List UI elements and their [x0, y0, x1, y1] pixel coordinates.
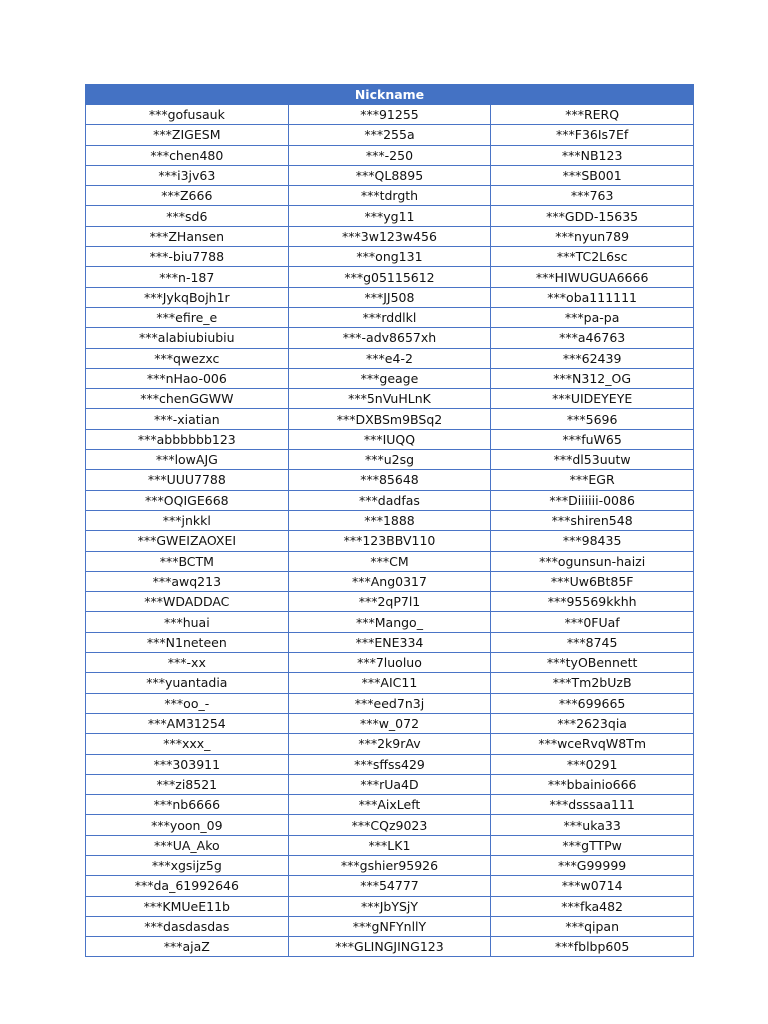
- nickname-cell: ***BCTM: [86, 551, 289, 571]
- table-row: [86, 673, 694, 693]
- nickname-cell: ***JykqBojh1r: [86, 287, 289, 307]
- nickname-cell: ***KMUeE11b: [86, 896, 289, 916]
- table-row: [86, 612, 694, 632]
- nickname-cell: ***geage: [288, 368, 491, 388]
- table-header-row: [86, 85, 694, 105]
- nickname-cell: ***awq213: [86, 571, 289, 591]
- nickname-cell: ***NB123: [491, 145, 694, 165]
- table-row: [86, 409, 694, 429]
- nickname-cell: ***303911: [86, 754, 289, 774]
- table-row: [86, 774, 694, 794]
- nickname-cell: ***uka33: [491, 815, 694, 835]
- nickname-cell: ***-adv8657xh: [288, 328, 491, 348]
- nickname-cell: ***-250: [288, 145, 491, 165]
- nickname-cell: ***-xx: [86, 653, 289, 673]
- nickname-cell: ***QL8895: [288, 165, 491, 185]
- table-row: [86, 165, 694, 185]
- table-row: [86, 653, 694, 673]
- table-row: [86, 734, 694, 754]
- nickname-cell: ***AIC11: [288, 673, 491, 693]
- nickname-cell: ***255a: [288, 125, 491, 145]
- table-row: [86, 125, 694, 145]
- nickname-cell: ***Z666: [86, 186, 289, 206]
- nickname-cell: ***nb6666: [86, 795, 289, 815]
- nickname-cell: ***sd6: [86, 206, 289, 226]
- table-row: [86, 754, 694, 774]
- table-row: [86, 328, 694, 348]
- nickname-cell: ***N312_OG: [491, 368, 694, 388]
- nickname-cell: ***UA_Ako: [86, 835, 289, 855]
- nickname-cell: ***chen480: [86, 145, 289, 165]
- table-row: [86, 287, 694, 307]
- nickname-cell: ***jnkkl: [86, 510, 289, 530]
- table-row: [86, 307, 694, 327]
- nickname-cell: ***95569kkhh: [491, 592, 694, 612]
- nickname-cell: ***alabiubiubiu: [86, 328, 289, 348]
- nickname-cell: ***i3jv63: [86, 165, 289, 185]
- nickname-cell: ***TC2L6sc: [491, 247, 694, 267]
- nickname-cell: ***-biu7788: [86, 247, 289, 267]
- nickname-cell: ***62439: [491, 348, 694, 368]
- table-row: [86, 510, 694, 530]
- nickname-cell: ***u2sg: [288, 450, 491, 470]
- nickname-cell: ***UIDEYEYE: [491, 389, 694, 409]
- nickname-cell: ***7luoluo: [288, 653, 491, 673]
- nickname-cell: ***zi8521: [86, 774, 289, 794]
- nickname-cell: ***efire_e: [86, 307, 289, 327]
- table-body: [86, 105, 694, 957]
- table-row: [86, 348, 694, 368]
- nickname-cell: ***a46763: [491, 328, 694, 348]
- nickname-cell: ***HIWUGUA6666: [491, 267, 694, 287]
- nickname-cell: ***yuantadia: [86, 673, 289, 693]
- nickname-cell: ***RERQ: [491, 105, 694, 125]
- nickname-cell: ***IUQQ: [288, 429, 491, 449]
- nickname-cell: ***Uw6Bt85F: [491, 571, 694, 591]
- nickname-cell: ***gshier95926: [288, 855, 491, 875]
- table-row: [86, 145, 694, 165]
- nickname-cell: ***CM: [288, 551, 491, 571]
- nickname-cell: ***AM31254: [86, 713, 289, 733]
- table-row: [86, 551, 694, 571]
- nickname-cell: ***e4-2: [288, 348, 491, 368]
- nickname-cell: ***699665: [491, 693, 694, 713]
- nickname-cell: ***F36Is7Ef: [491, 125, 694, 145]
- nickname-cell: ***98435: [491, 531, 694, 551]
- nickname-cell: ***OQIGE668: [86, 490, 289, 510]
- nickname-cell: ***tdrgth: [288, 186, 491, 206]
- nickname-cell: ***dsssaa111: [491, 795, 694, 815]
- nickname-cell: ***ENE334: [288, 632, 491, 652]
- table-row: [86, 206, 694, 226]
- table-row: [86, 855, 694, 875]
- nickname-cell: ***gofusauk: [86, 105, 289, 125]
- nickname-cell: ***da_61992646: [86, 876, 289, 896]
- nickname-cell: ***nyun789: [491, 226, 694, 246]
- nickname-cell: ***abbbbbb123: [86, 429, 289, 449]
- nickname-table: [85, 84, 694, 957]
- nickname-cell: ***yg11: [288, 206, 491, 226]
- table-row: [86, 937, 694, 957]
- nickname-cell: ***tyOBennett: [491, 653, 694, 673]
- nickname-cell: ***Ang0317: [288, 571, 491, 591]
- nickname-cell: ***dasdasdas: [86, 916, 289, 936]
- nickname-cell: ***xxx_: [86, 734, 289, 754]
- nickname-cell: ***n-187: [86, 267, 289, 287]
- nickname-cell: ***ajaZ: [86, 937, 289, 957]
- nickname-cell: ***Mango_: [288, 612, 491, 632]
- nickname-cell: ***w_072: [288, 713, 491, 733]
- nickname-cell: ***g05115612: [288, 267, 491, 287]
- nickname-cell: ***Diiiiii-0086: [491, 490, 694, 510]
- nickname-cell: ***fblbp605: [491, 937, 694, 957]
- table-row: [86, 815, 694, 835]
- nickname-cell: ***WDADDAC: [86, 592, 289, 612]
- nickname-table-container: [85, 84, 694, 957]
- nickname-cell: ***2623qia: [491, 713, 694, 733]
- nickname-cell: ***54777: [288, 876, 491, 896]
- nickname-cell: ***ogunsun-haizi: [491, 551, 694, 571]
- table-row: [86, 835, 694, 855]
- nickname-cell: ***Tm2bUzB: [491, 673, 694, 693]
- nickname-cell: ***lowAJG: [86, 450, 289, 470]
- table-row: [86, 531, 694, 551]
- table-row: [86, 876, 694, 896]
- nickname-cell: ***rddlkl: [288, 307, 491, 327]
- nickname-cell: ***3w123w456: [288, 226, 491, 246]
- nickname-cell: ***1888: [288, 510, 491, 530]
- table-row: [86, 571, 694, 591]
- nickname-cell: ***rUa4D: [288, 774, 491, 794]
- nickname-cell: ***2k9rAv: [288, 734, 491, 754]
- nickname-cell: ***123BBV110: [288, 531, 491, 551]
- table-row: [86, 713, 694, 733]
- nickname-cell: ***pa-pa: [491, 307, 694, 327]
- nickname-cell: ***JJ508: [288, 287, 491, 307]
- table-row: [86, 368, 694, 388]
- nickname-cell: ***UUU7788: [86, 470, 289, 490]
- nickname-cell: ***qwezxc: [86, 348, 289, 368]
- nickname-cell: ***AixLeft: [288, 795, 491, 815]
- nickname-cell: ***shiren548: [491, 510, 694, 530]
- nickname-cell: ***91255: [288, 105, 491, 125]
- nickname-cell: ***fuW65: [491, 429, 694, 449]
- nickname-cell: ***eed7n3j: [288, 693, 491, 713]
- nickname-cell: ***GLINGJING123: [288, 937, 491, 957]
- nickname-cell: ***chenGGWW: [86, 389, 289, 409]
- nickname-cell: ***EGR: [491, 470, 694, 490]
- nickname-cell: ***2qP7l1: [288, 592, 491, 612]
- nickname-cell: ***-xiatian: [86, 409, 289, 429]
- nickname-cell: ***ZIGESM: [86, 125, 289, 145]
- table-row: [86, 186, 694, 206]
- nickname-cell: ***yoon_09: [86, 815, 289, 835]
- nickname-cell: ***LK1: [288, 835, 491, 855]
- table-row: [86, 389, 694, 409]
- nickname-cell: ***DXBSm9BSq2: [288, 409, 491, 429]
- table-row: [86, 916, 694, 936]
- nickname-cell: ***fka482: [491, 896, 694, 916]
- table-row: [86, 247, 694, 267]
- nickname-cell: ***SB001: [491, 165, 694, 185]
- nickname-cell: ***GDD-15635: [491, 206, 694, 226]
- table-row: [86, 226, 694, 246]
- nickname-cell: ***8745: [491, 632, 694, 652]
- nickname-cell: ***5nVuHLnK: [288, 389, 491, 409]
- nickname-cell: ***N1neteen: [86, 632, 289, 652]
- nickname-cell: ***huai: [86, 612, 289, 632]
- nickname-cell: ***dl53uutw: [491, 450, 694, 470]
- nickname-cell: ***oo_-: [86, 693, 289, 713]
- table-row: [86, 450, 694, 470]
- table-row: [86, 896, 694, 916]
- nickname-cell: ***w0714: [491, 876, 694, 896]
- nickname-cell: ***xgsijz5g: [86, 855, 289, 875]
- nickname-cell: ***nHao-006: [86, 368, 289, 388]
- nickname-cell: ***sffss429: [288, 754, 491, 774]
- nickname-cell: ***ZHansen: [86, 226, 289, 246]
- nickname-cell: ***GWEIZAOXEI: [86, 531, 289, 551]
- nickname-cell: ***G99999: [491, 855, 694, 875]
- nickname-cell: ***gTTPw: [491, 835, 694, 855]
- nickname-cell: ***ong131: [288, 247, 491, 267]
- table-row: [86, 632, 694, 652]
- nickname-cell: ***CQz9023: [288, 815, 491, 835]
- table-row: [86, 105, 694, 125]
- table-row: [86, 795, 694, 815]
- nickname-cell: ***qipan: [491, 916, 694, 936]
- table-row: [86, 267, 694, 287]
- nickname-cell: ***0291: [491, 754, 694, 774]
- nickname-cell: ***763: [491, 186, 694, 206]
- table-row: [86, 470, 694, 490]
- nickname-cell: ***85648: [288, 470, 491, 490]
- nickname-cell: ***dadfas: [288, 490, 491, 510]
- table-row: [86, 429, 694, 449]
- nickname-cell: ***bbainio666: [491, 774, 694, 794]
- nickname-cell: ***JbYSjY: [288, 896, 491, 916]
- nickname-cell: ***gNFYnllY: [288, 916, 491, 936]
- nickname-cell: ***wceRvqW8Tm: [491, 734, 694, 754]
- table-row: [86, 592, 694, 612]
- table-header-title: Nickname: [86, 85, 694, 105]
- table-row: [86, 693, 694, 713]
- table-row: [86, 490, 694, 510]
- nickname-cell: ***oba111111: [491, 287, 694, 307]
- nickname-cell: ***0FUaf: [491, 612, 694, 632]
- nickname-cell: ***5696: [491, 409, 694, 429]
